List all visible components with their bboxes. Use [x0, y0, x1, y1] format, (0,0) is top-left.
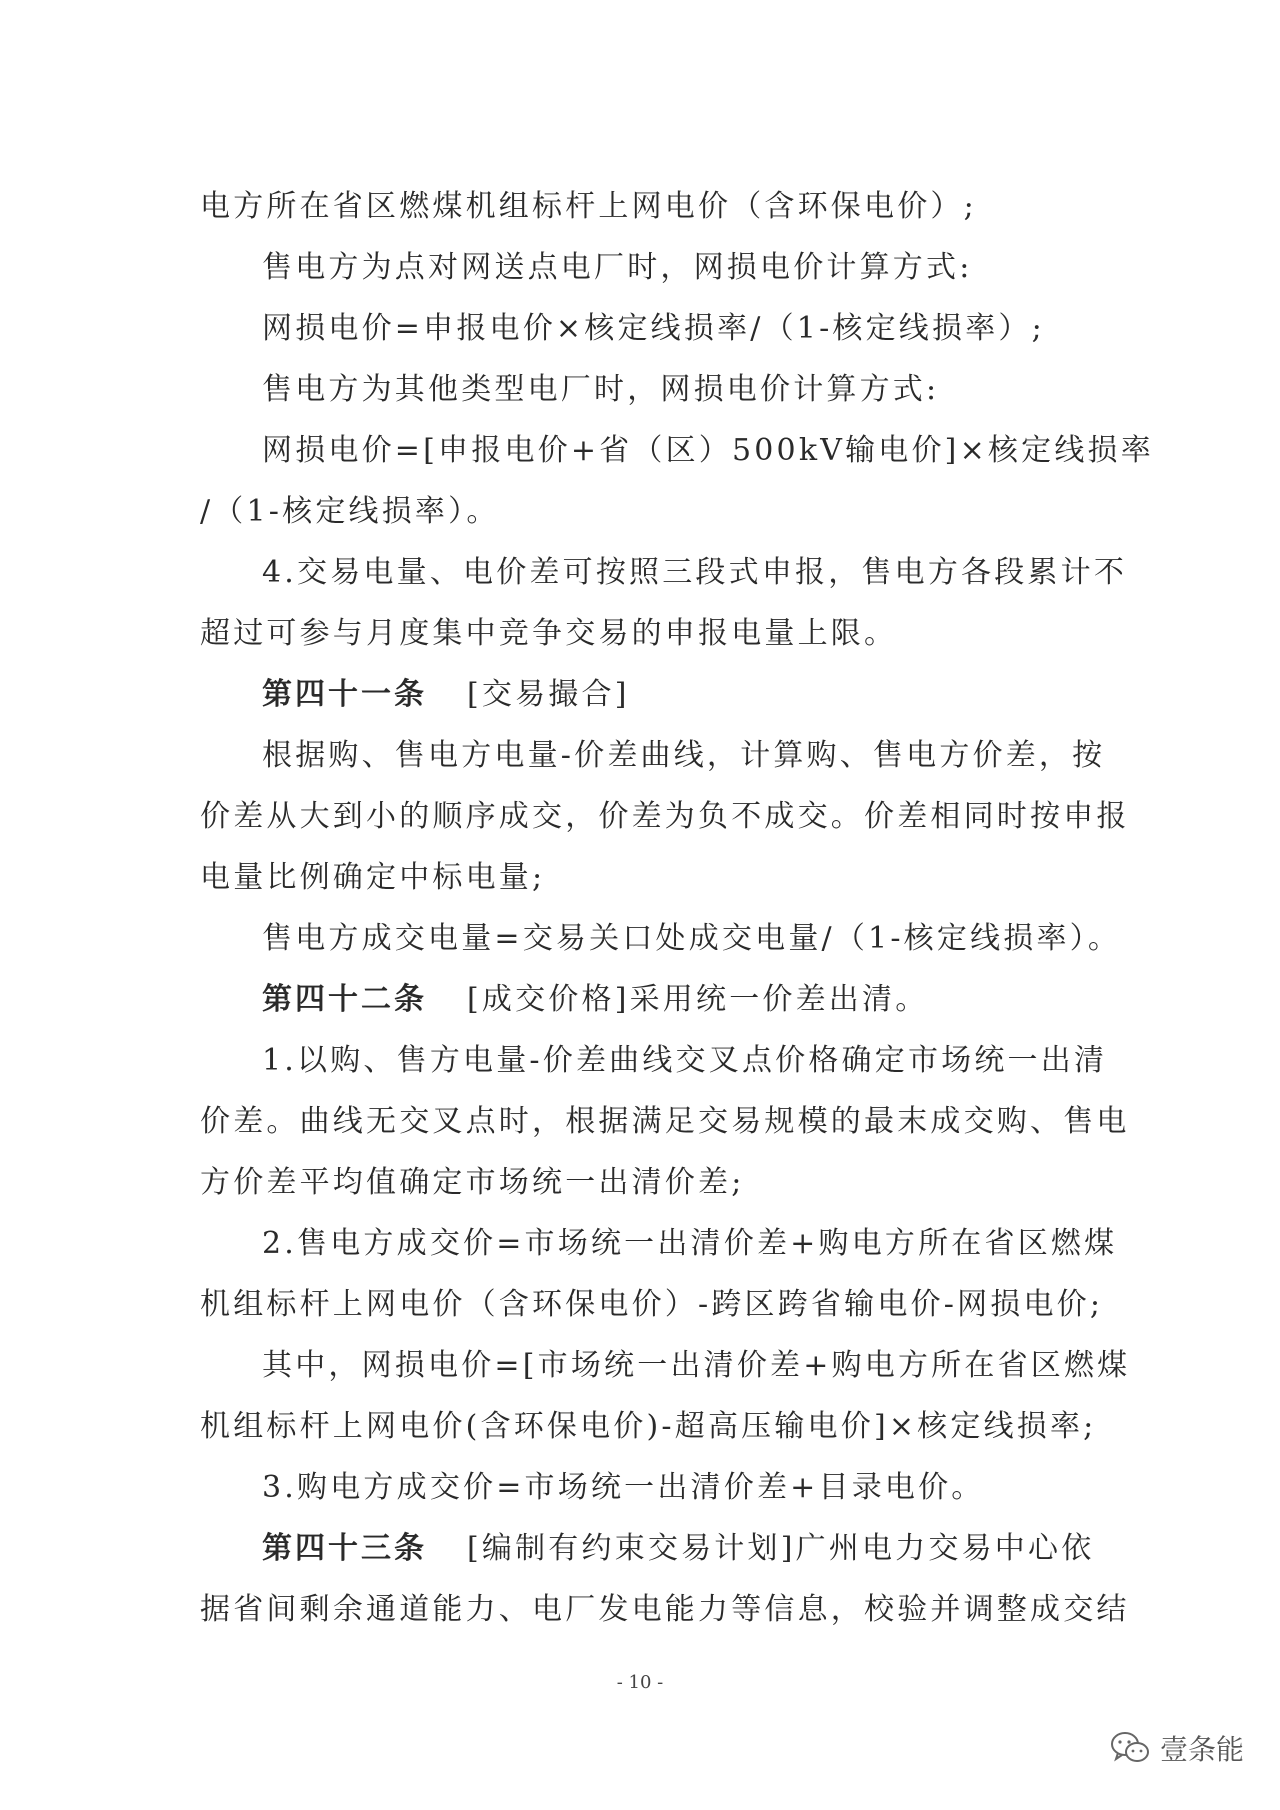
article-title: [编制有约束交易计划]广州电力交易中心依: [467, 1531, 1095, 1566]
formula-line: 网损电价=申报电价×核定线损率/（1-核定线损率）;: [262, 311, 1045, 346]
formula-line: 其中，网损电价=[市场统一出清价差+购电方所在省区燃煤: [262, 1348, 1131, 1383]
article-heading-43: [200, 1518, 1095, 1579]
paragraph-line: 电量比例确定中标电量;: [200, 860, 546, 895]
document-body: [200, 176, 1154, 1640]
formula-line: 机组标杆上网电价(含环保电价)-超高压输电价]×核定线损率;: [200, 1409, 1097, 1444]
paragraph-line: 1.以购、售方电量-价差曲线交叉点价格确定市场统一出清: [262, 1043, 1108, 1078]
paragraph-line: 价差从大到小的顺序成交，价差为负不成交。价差相同时按申报: [200, 799, 1130, 834]
paragraph-line: 电方所在省区燃煤机组标杆上网电价（含环保电价）;: [200, 189, 977, 224]
article-title: [交易撮合]: [467, 677, 630, 712]
formula-line: 机组标杆上网电价（含环保电价）-跨区跨省输电价-网损电价;: [200, 1287, 1104, 1322]
formula-line: /（1-核定线损率）。: [200, 494, 500, 529]
paragraph-line: 根据购、售电方电量-价差曲线，计算购、售电方价差，按: [262, 738, 1106, 773]
formula-line: 网损电价=[申报电价+省（区）500kV输电价]×核定线损率: [262, 433, 1154, 468]
paragraph-line: 价差。曲线无交叉点时，根据满足交易规模的最末成交购、售电: [200, 1104, 1130, 1139]
watermark: [1110, 1728, 1244, 1768]
wechat-icon: [1110, 1730, 1150, 1766]
paragraph-line: 4.交易电量、电价差可按照三段式申报，售电方各段累计不: [262, 555, 1128, 590]
formula-line: 售电方成交电量=交易关口处成交电量/（1-核定线损率）。: [262, 921, 1122, 956]
paragraph-line: 超过可参与月度集中竞争交易的申报电量上限。: [200, 616, 898, 651]
watermark-text: 壹条能: [1159, 1733, 1244, 1766]
article-heading-41: [200, 664, 1090, 725]
article-title: [成交价格]采用统一价差出清。: [467, 982, 929, 1017]
formula-line: 2.售电方成交价=市场统一出清价差+购电方所在省区燃煤: [262, 1226, 1118, 1261]
article-number: 第四十一条: [262, 677, 427, 712]
article-heading-42: [200, 969, 1090, 1030]
article-number: 第四十三条: [262, 1531, 427, 1566]
paragraph-line: 售电方为其他类型电厂时，网损电价计算方式:: [262, 372, 940, 407]
article-number: 第四十二条: [262, 982, 427, 1017]
paragraph-line: 据省间剩余通道能力、电厂发电能力等信息，校验并调整成交结: [200, 1592, 1130, 1627]
paragraph-line: 方价差平均值确定市场统一出清价差;: [200, 1165, 745, 1200]
formula-line: 3.购电方成交价=市场统一出清价差+目录电价。: [262, 1470, 985, 1505]
page-number: - 10 -: [616, 1672, 664, 1693]
paragraph-line: 售电方为点对网送点电厂时，网损电价计算方式:: [262, 250, 973, 285]
